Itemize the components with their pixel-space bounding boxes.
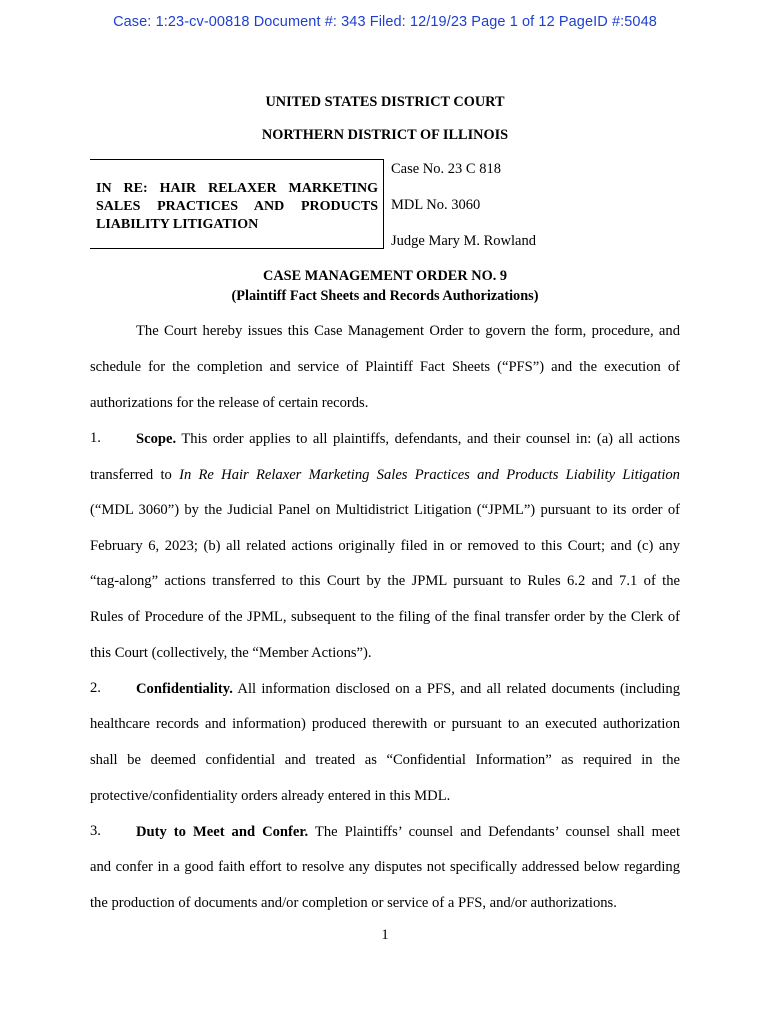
section-number: 1.	[90, 430, 101, 446]
caption-title-line: LIABILITY LITIGATION	[96, 217, 259, 232]
caption-title-line: SALES PRACTICES AND PRODUCTS	[96, 199, 378, 214]
intro-line: The Court hereby issues this Case Management Order to govern the form, procedure, and	[136, 323, 680, 339]
page-number: 1	[381, 927, 389, 943]
order-title: CASE MANAGEMENT ORDER NO. 9	[263, 268, 507, 284]
section-line: (“MDL 3060”) by the Judicial Panel on Multidistrict Litigation (“JPML”) pursuant to its order of	[90, 502, 680, 518]
section-line: this Court (collectively, the “Member Actions”).	[90, 645, 372, 661]
intro-line: authorizations for the release of certain records.	[90, 395, 369, 411]
case-name-italic: In Re Hair Relaxer Marketing Sales Practices and Products Liability Litigation	[179, 467, 680, 483]
section-text: This order applies to all plaintiffs, defendants, and their counsel in: (a) all actions	[176, 431, 680, 447]
intro-line: schedule for the completion and service of Plaintiff Fact Sheets (“PFS”) and the execution of	[90, 359, 680, 375]
section-line: protective/confidentiality orders already entered in this MDL.	[90, 788, 451, 804]
section-line: shall be deemed confidential and treated as “Confidential Information” as required in the	[90, 752, 680, 768]
section-heading: Duty to Meet and Confer.	[136, 824, 309, 840]
case-number: Case No. 23 C 818	[391, 161, 501, 177]
court-filing-stamp: Case: 1:23-cv-00818 Document #: 343 Filed: 12/19/23 Page 1 of 12 PageID #:5048	[113, 14, 657, 30]
section-line: healthcare records and information) produced therewith or pursuant to an executed authorization	[90, 716, 680, 732]
section-line: “tag-along” actions transferred to this Court by the JPML pursuant to Rules 6.2 and 7.1 of the	[90, 573, 680, 589]
section-text: All information disclosed on a PFS, and all related documents (including	[232, 681, 680, 697]
section-first-line	[136, 430, 680, 448]
section-heading: Scope.	[136, 431, 177, 447]
section-first-line	[136, 680, 680, 698]
section-first-line	[136, 823, 680, 841]
court-district: NORTHERN DISTRICT OF ILLINOIS	[261, 127, 509, 143]
section-text: The Plaintiffs’ counsel and Defendants’ counsel shall meet	[308, 824, 680, 840]
section-line: and confer in a good faith effort to resolve any disputes not specifically addressed below regarding	[90, 859, 680, 875]
case-caption-title	[96, 180, 378, 234]
mdl-number: MDL No. 3060	[391, 197, 481, 213]
section-heading: Confidentiality.	[136, 681, 233, 697]
court-name: UNITED STATES DISTRICT COURT	[265, 94, 505, 110]
section-line: Rules of Procedure of the JPML, subsequent to the filing of the final transfer order by the Clerk of	[90, 609, 680, 625]
judge-name: Judge Mary M. Rowland	[391, 233, 536, 249]
section-text: transferred to	[90, 467, 180, 483]
section-line: the production of documents and/or completion or service of a PFS, and/or authorizations.	[90, 895, 617, 911]
case-caption-box	[90, 159, 384, 249]
section-number: 2.	[90, 680, 101, 696]
section-line: February 6, 2023; (b) all related actions originally filed in or removed to this Court; and (c) any	[90, 538, 680, 554]
section-line	[90, 466, 680, 484]
order-subtitle: (Plaintiff Fact Sheets and Records Authorizations)	[231, 288, 539, 304]
section-number: 3.	[90, 823, 101, 839]
caption-title-line: IN RE: HAIR RELAXER MARKETING	[96, 181, 378, 196]
